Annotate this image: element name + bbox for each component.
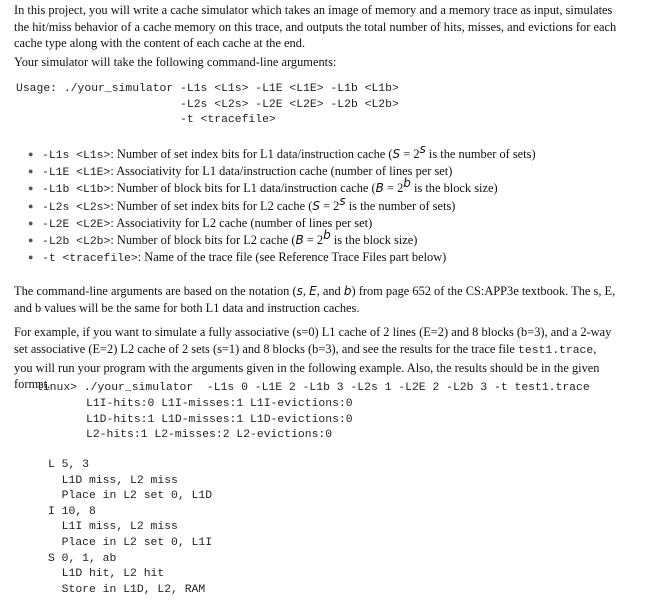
example-paragraph: For example, if you want to simulate a fully associative (s=0) L1 cache of 2 lines (E=2) and 8 blocks (b=3), and a 2-way set associative (E=2) L2 cache of 2 sets (s=1) and 8 blocks (b=3), and see the results for the trace file test1.trace, you will run your program with the arguments given in the following example. Also, the results should be in the given format. bbox=[14, 325, 612, 392]
usage-line-3: -t <tracefile> bbox=[16, 114, 276, 126]
intro-line-1: In this project, you will write a cache simulator which takes an image of memory and a memory trace as input, simulates bbox=[14, 3, 613, 17]
trace-line: L1I miss, L2 miss bbox=[48, 521, 178, 534]
trace-file-name: test1.trace bbox=[518, 344, 594, 357]
bullet-icon: ● bbox=[28, 234, 34, 245]
arg-item-l2e: ● -L2E <L2E>: Associativity for L2 cache (number of lines per set) bbox=[28, 215, 373, 231]
bullet-icon: ● bbox=[28, 252, 34, 263]
trace-walkthrough bbox=[48, 458, 212, 598]
arg-item-l1b: ● -L1b <L1b>: Number of block bits for L1 data/instruction cache ($B = 2^b$ is the block size) bbox=[28, 176, 498, 197]
intro-line-2: the hit/miss behavior of a cache memory on this trace, and outputs the total number of hits, misses, and evictions for each bbox=[14, 19, 617, 34]
trace-line: L1D hit, L2 hit bbox=[48, 568, 165, 581]
arg-item-l1s: ● -L1s <L1s>: Number of set index bits for L1 data/instruction cache ($S = 2^s$ is the number of sets) bbox=[28, 142, 536, 162]
usage-block bbox=[16, 82, 399, 129]
output-l1i: L1I-hits:0 L1I-misses:1 L1I-evictions:0 bbox=[86, 398, 353, 410]
intro-paragraph bbox=[14, 2, 616, 52]
arg-item-l2b: ● -L2b <L2b>: Number of block bits for L2 cache ($B = 2^b$ is the block size) bbox=[28, 227, 418, 248]
bullet-icon: ● bbox=[28, 200, 34, 211]
terminal-command: linux> ./your_simulator -L1s 0 -L1E 2 -L1b 3 -L2s 1 -L2E 2 -L2b 3 -t test1.trace bbox=[36, 382, 590, 394]
trace-line: L1D miss, L2 miss bbox=[48, 474, 178, 487]
arg-item-l1e: ● -L1E <L1E>: Associativity for L1 data/instruction cache (number of lines per set) bbox=[28, 164, 453, 180]
trace-line: Store in L1D, L2, RAM bbox=[48, 583, 206, 596]
intro-line-3: cache type along with the content of each cache at the end. bbox=[14, 36, 306, 50]
trace-line: Place in L2 set 0, L1D bbox=[48, 490, 213, 503]
trace-line: L 5, 3 bbox=[48, 459, 90, 471]
arg-item-tracefile: ● -t <tracefile>: Name of the trace file (see Reference Trace Files part below) bbox=[28, 250, 447, 266]
terminal-output bbox=[86, 397, 353, 444]
argument-list bbox=[28, 142, 536, 266]
bullet-icon: ● bbox=[28, 166, 34, 177]
trace-line: S 0, 1, ab bbox=[48, 552, 117, 565]
args-intro: Your simulator will take the following command-line arguments: bbox=[14, 55, 337, 69]
trace-line: I 10, 8 bbox=[48, 505, 96, 518]
arg-item-l2s: ● -L2s <L2s>: Number of set index bits for L2 cache ($S = 2^s$ is the number of sets) bbox=[28, 193, 456, 214]
notation-paragraph: The command-line arguments are based on the notation (s, E, and b) from page 652 of the CS:APP3e textbook. The s, E, and b values will be the same for both L1 data and instruction caches. bbox=[14, 284, 616, 315]
bullet-icon: ● bbox=[28, 149, 34, 159]
bullet-icon: ● bbox=[28, 183, 34, 194]
bullet-icon: ● bbox=[28, 217, 34, 228]
usage-line-1: Usage: ./your_simulator -L1s <L1s> -L1E <L1E> -L1b <L1b> bbox=[16, 83, 399, 95]
usage-line-2: -L2s <L2s> -L2E <L2E> -L2b <L2b> bbox=[16, 98, 399, 111]
output-l2: L2-hits:1 L2-misses:2 L2-evictions:0 bbox=[86, 429, 333, 441]
trace-line: Place in L2 set 0, L1I bbox=[48, 536, 213, 549]
output-l1d: L1D-hits:1 L1D-misses:1 L1D-evictions:0 bbox=[86, 413, 353, 426]
